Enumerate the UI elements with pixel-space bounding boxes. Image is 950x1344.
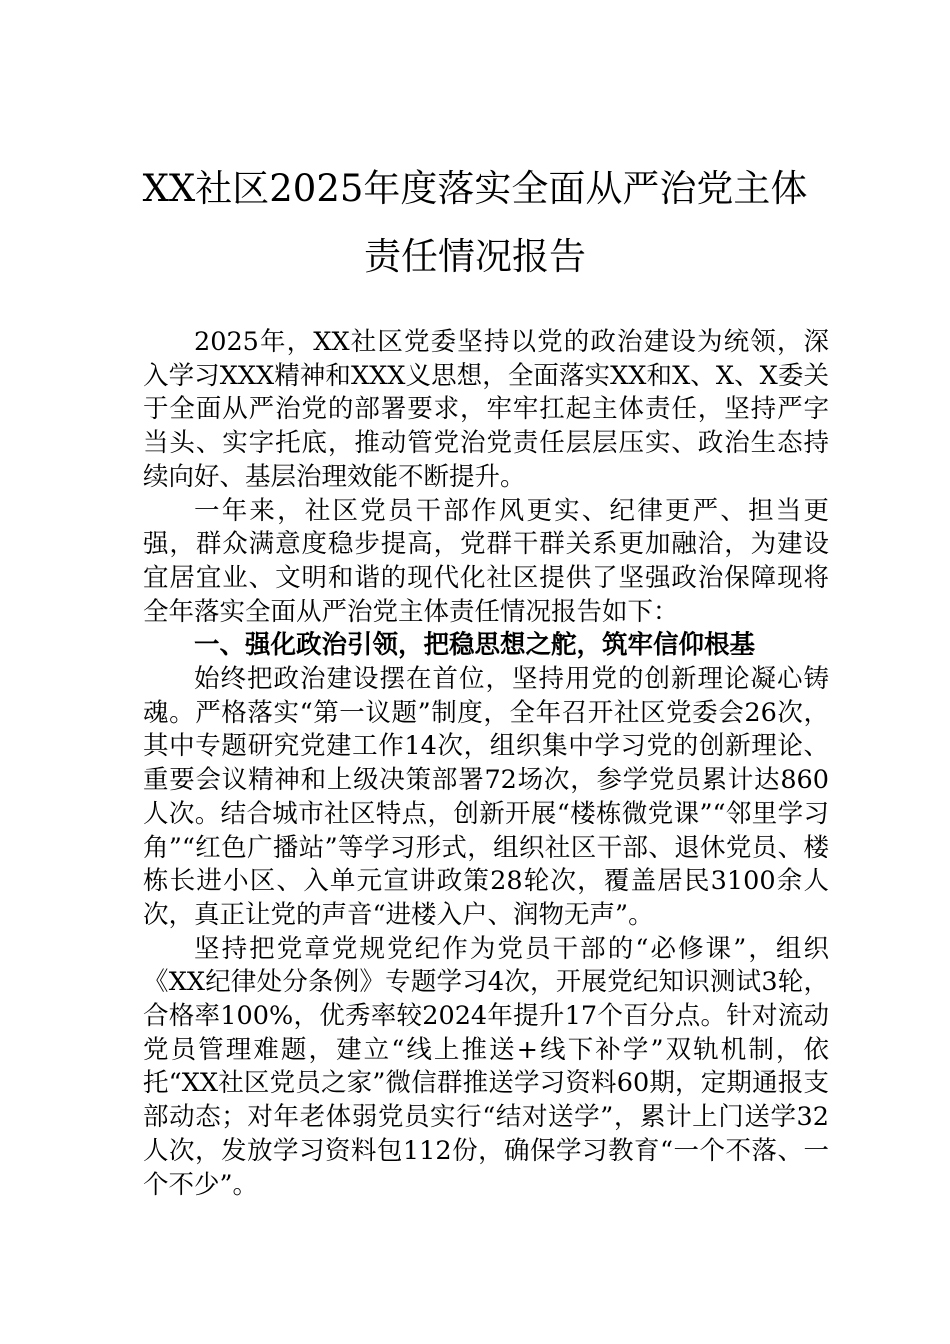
paragraph-party-discipline: 坚持把党章党规党纪作为党员干部的“必修课”，组织《XX纪律处分条例》专题学习4次，开展党纪知识测试3轮，合格率100%，优秀率较2024年提升17个百分点。针对流动党员管理难题，建立“线上推送+线下补学”双轨机制，依托“XX社区党员之家”微信群推送学习资料60期，定期通报支部动态；对年老体弱党员实行“结对送学”，累计上门送学32人次，发放学习资料包112份，确保学习教育“一个不落、一个不少”。 xyxy=(143,933,829,1200)
document-title-line-2: 责任情况报告 xyxy=(364,235,586,278)
document-title-line-1: XX社区2025年度落实全面从严治党主体 xyxy=(142,167,808,210)
paragraph-summary: 一年来，社区党员干部作风更实、纪律更严、担当更强，群众满意度稳步提高，党群干群关系更加融洽，为建设宜居宜业、文明和谐的现代化社区提供了坚强政治保障现将全年落实全面从严治党主体责任情况报告如下： xyxy=(143,495,829,627)
document-body xyxy=(143,326,829,1202)
paragraph-intro: 2025年，XX社区党委坚持以党的政治建设为统领，深入学习XXX精神和XXX义思想，全面落实XX和X、X、X委关于全面从严治党的部署要求，牢牢扛起主体责任，坚持严字当头、实字托底，推动管党治党责任层层压实、政治生态持续向好、基层治理效能不断提升。 xyxy=(143,327,829,492)
section-heading-1: 一、强化政治引领，把稳思想之舵，筑牢信仰根基 xyxy=(194,630,756,661)
paragraph-political-building: 始终把政治建设摆在首位，坚持用党的创新理论凝心铸魂。严格落实“第一议题”制度，全年召开社区党委会26次，其中专题研究党建工作14次，组织集中学习党的创新理论、重要会议精神和上级决策部署72场次，参学党员累计达860人次。结合城市社区特点，创新开展“楼栋微党课”“邻里学习角”“红色广播站”等学习形式，组织社区干部、退休党员、楼栋长进小区、入单元宣讲政策28轮次，覆盖居民3100余人次，真正让党的声音“进楼入户、润物无声”。 xyxy=(143,664,829,930)
